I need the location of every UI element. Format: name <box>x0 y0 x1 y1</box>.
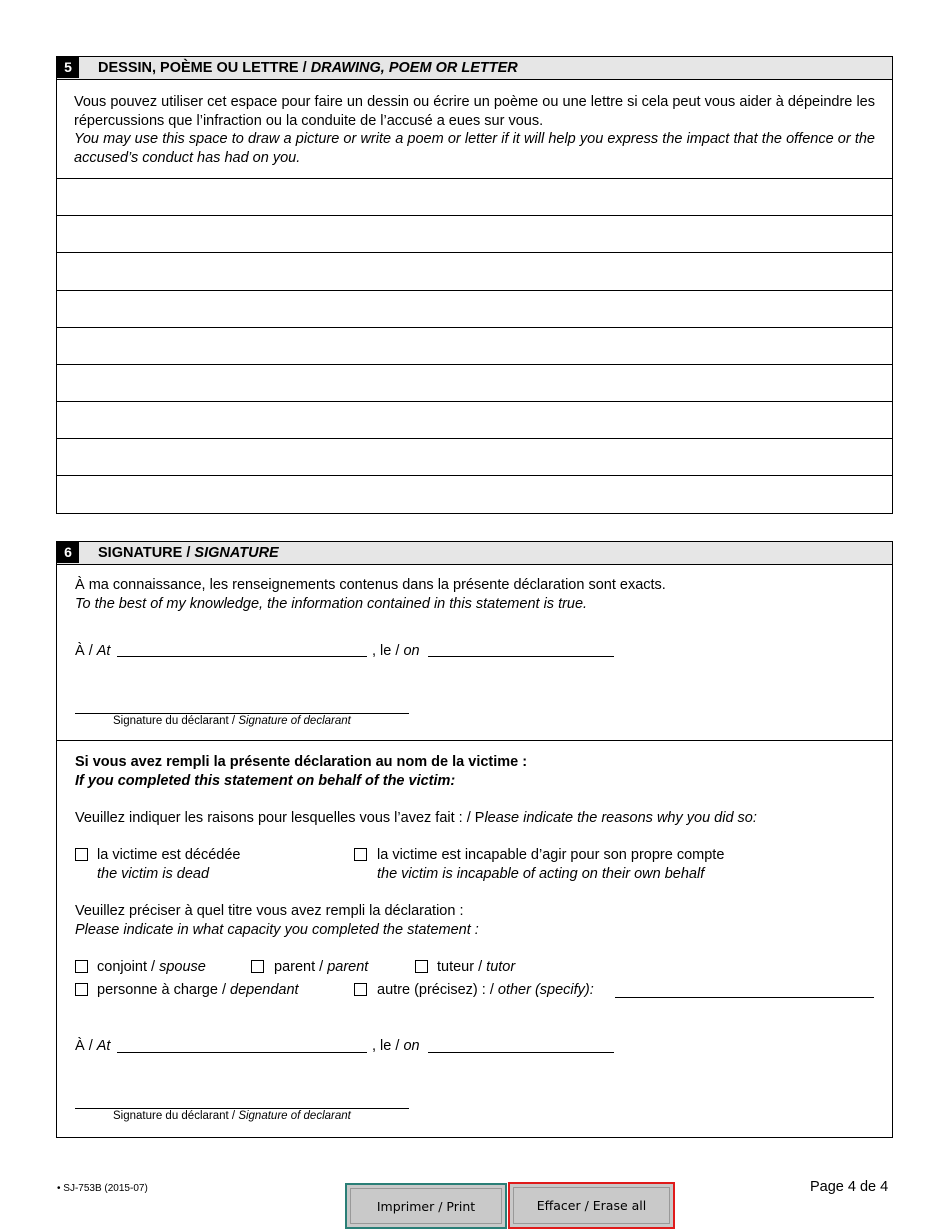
signature-caption: Signature du déclarant / Signature of declarant <box>113 715 351 727</box>
section-drawing-poem-letter <box>56 56 893 514</box>
at-label: À / At <box>75 643 111 659</box>
other-specify-field[interactable] <box>615 997 874 998</box>
reason-incapable-en: the victim is incapable of acting on their own behalf <box>377 866 705 882</box>
print-button[interactable] <box>345 1183 507 1229</box>
erase-button-label: Effacer / Erase all <box>513 1187 670 1224</box>
section-number: 5 <box>57 57 79 78</box>
form-id: • SJ-753B (2015-07) <box>57 1183 148 1194</box>
writing-line[interactable] <box>57 178 892 215</box>
section-signature <box>56 541 893 1138</box>
at-field[interactable] <box>117 656 367 657</box>
writing-line[interactable] <box>57 475 892 512</box>
section-header <box>57 57 892 80</box>
checkbox-parent[interactable] <box>251 960 264 973</box>
behalf-heading-fr: Si vous avez rempli la présente déclaration au nom de la victime : <box>75 754 528 770</box>
at-field-2[interactable] <box>117 1052 367 1053</box>
checkbox-victim-incapable[interactable] <box>354 848 367 861</box>
signature-field-2[interactable] <box>75 1108 409 1109</box>
option-tutor: tuteur / tutor <box>437 959 516 975</box>
checkbox-other[interactable] <box>354 983 367 996</box>
attestation-en: To the best of my knowledge, the information contained in this statement is true. <box>75 596 588 612</box>
writing-line[interactable] <box>57 290 892 327</box>
section-number: 6 <box>57 542 79 563</box>
erase-all-button[interactable] <box>508 1182 675 1229</box>
divider <box>57 740 892 741</box>
behalf-heading-en: If you completed this statement on behalf of the victim: <box>75 773 456 789</box>
on-label: , le / on <box>372 643 420 659</box>
writing-area[interactable] <box>57 178 892 512</box>
writing-line[interactable] <box>57 215 892 252</box>
writing-line[interactable] <box>57 438 892 475</box>
page-number: Page 4 de 4 <box>810 1179 889 1195</box>
writing-line[interactable] <box>57 327 892 364</box>
reason-incapable-fr: la victime est incapable d’agir pour son propre compte <box>377 847 725 863</box>
instructions-en: You may use this space to draw a picture or write a poem or letter if it will help you express the impact that the offence or the accused’s conduct has had on you. <box>74 131 875 166</box>
reason-dead-en: the victim is dead <box>97 866 210 882</box>
date-field-2[interactable] <box>428 1052 614 1053</box>
date-field[interactable] <box>428 656 614 657</box>
writing-line[interactable] <box>57 364 892 401</box>
checkbox-spouse[interactable] <box>75 960 88 973</box>
reason-dead-fr: la victime est décédée <box>97 847 241 863</box>
checkbox-victim-dead[interactable] <box>75 848 88 861</box>
writing-line[interactable] <box>57 252 892 290</box>
signature-field[interactable] <box>75 713 409 714</box>
checkbox-tutor[interactable] <box>415 960 428 973</box>
section-title: DESSIN, POÈME OU LETTRE / DRAWING, POEM OR LETTER <box>98 60 518 76</box>
section-header <box>57 542 892 565</box>
reasons-label: Veuillez indiquer les raisons pour lesquelles vous l’avez fait : / Please indicate the reasons why you did so: <box>75 810 757 826</box>
signature-caption-2: Signature du déclarant / Signature of declarant <box>113 1110 351 1122</box>
print-button-label: Imprimer / Print <box>350 1188 502 1224</box>
option-spouse: conjoint / spouse <box>97 959 206 975</box>
writing-line[interactable] <box>57 401 892 438</box>
at-label-2: À / At <box>75 1038 111 1054</box>
attestation-fr: À ma connaissance, les renseignements contenus dans la présente déclaration sont exacts. <box>75 577 666 593</box>
option-parent: parent / parent <box>274 959 369 975</box>
capacity-label-fr: Veuillez préciser à quel titre vous avez rempli la déclaration : <box>75 903 464 919</box>
on-label-2: , le / on <box>372 1038 420 1054</box>
capacity-label-en: Please indicate in what capacity you completed the statement : <box>75 922 479 938</box>
option-dependant: personne à charge / dependant <box>97 982 299 998</box>
instructions-fr: Vous pouvez utiliser cet espace pour faire un dessin ou écrire un poème ou une lettre si cela peut vous aider à dépeindre les répercussions que l’infraction ou la conduite de l’accusé a eues sur vous. <box>74 94 875 129</box>
section-title: SIGNATURE / SIGNATURE <box>98 545 279 561</box>
instructions <box>57 80 892 178</box>
option-other: autre (précisez) : / other (specify): <box>377 982 594 998</box>
checkbox-dependant[interactable] <box>75 983 88 996</box>
